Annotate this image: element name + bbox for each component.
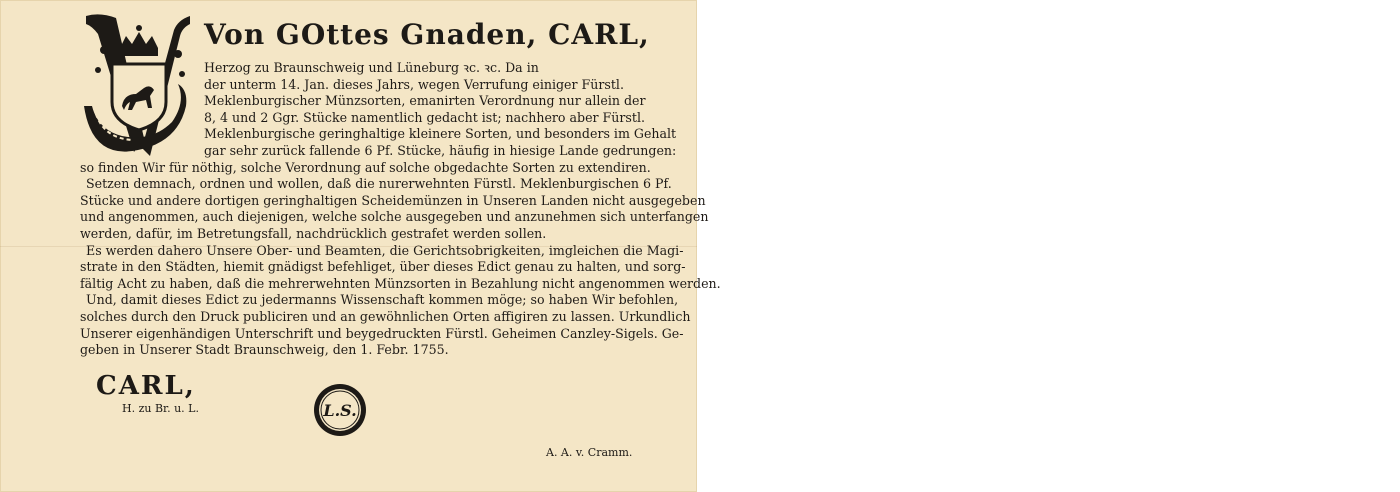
proclamation-body [80, 60, 721, 359]
body-line: und angenommen, auch diejenigen, welche solche ausgegeben und anzunehmen sich unterfangen [80, 209, 709, 225]
body-line: Meklenburgischer Münzsorten, emanirten Verordnung nur allein der [204, 93, 646, 109]
proclamation-heading: Von GOttes Gnaden, CARL, [204, 18, 650, 51]
body-line: 8, 4 und 2 Ggr. Stücke namentlich gedacht ist; nachhero aber Fürstl. [204, 109, 645, 125]
body-line: strate in den Städten, hiemit gnädigst befehliget, über dieses Edict genau zu halten, und sorg- [80, 259, 686, 275]
body-line: Unserer eigenhändigen Unterschrift und beygedruckten Fürstl. Geheimen Canzley-Sigels. Ge- [80, 325, 684, 341]
seal-text: L.S. [323, 401, 357, 420]
seal-stamp [312, 382, 368, 438]
body-line: gar sehr zurück fallende 6 Pf. Stücke, häufig in hiesige Lande gedrungen: [204, 142, 677, 158]
body-line: Setzen demnach, ordnen und wollen, daß die nurerwehnten Fürstl. Meklenburgischen 6 Pf. [86, 176, 672, 192]
body-line: Stücke und andere dortigen geringhaltigen Scheidemünzen in Unseren Landen nicht ausgegeben [80, 192, 706, 208]
body-line: so finden Wir für nöthig, solche Verordnung auf solche obgedachte Sorten zu extendiren. [80, 159, 651, 175]
body-line: Meklenburgische geringhaltige kleinere Sorten, und besonders im Gehalt [204, 126, 677, 142]
body-line: Herzog zu Braunschweig und Lüneburg ꝛc. ꝛc. Da in [204, 60, 539, 75]
signature-title: H. zu Br. u. L. [122, 402, 199, 415]
body-line: fältig Acht zu haben, daß die mehrerwehnten Münzsorten in Bezahlung nicht angenommen werden. [80, 275, 721, 291]
body-line: werden, dafür, im Betretungsfall, nachdrücklich gestrafet werden sollen. [80, 225, 547, 241]
body-line: geben in Unserer Stadt Braunschweig, den 1. Febr. 1755. [80, 342, 449, 358]
body-line: solches durch den Druck publiciren und an gewöhnlichen Orten affigiren zu lassen. Urkundlich [80, 308, 691, 324]
countersignature: A. A. v. Cramm. [546, 446, 633, 459]
signature-name: CARL, [96, 371, 196, 401]
body-line: der unterm 14. Jan. dieses Jahrs, wegen Verrufung einiger Fürstl. [204, 76, 624, 92]
body-line: Und, damit dieses Edict zu jedermanns Wissenschaft kommen möge; so haben Wir befohlen, [86, 292, 679, 308]
body-line: Es werden dahero Unsere Ober- und Beamten, die Gerichtsobrigkeiten, imgleichen die Magi- [86, 242, 684, 258]
